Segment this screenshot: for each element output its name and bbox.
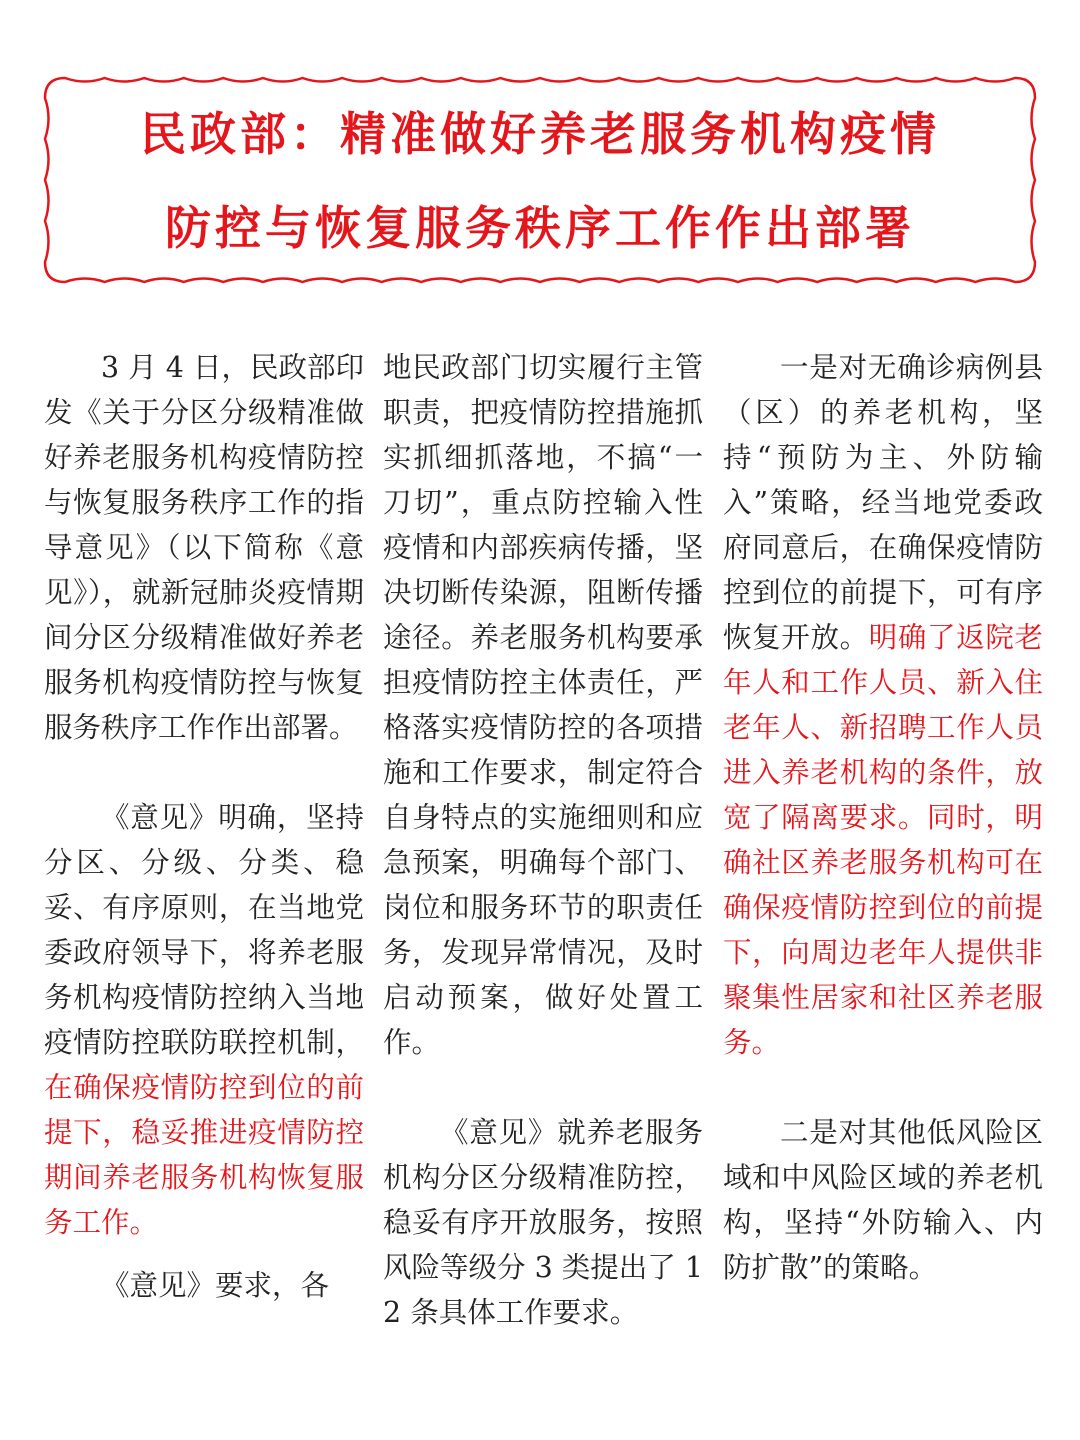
- column-1: [44, 345, 364, 1308]
- paragraph-text: 一是对无确诊病例县（区）的养老机构，坚持“预防为主、外防输入”策略，经当地党委政府同意后，在确保疫情防控到位的前提下，可有序恢复开放。: [723, 351, 1043, 654]
- title-frame: [0, 0, 1080, 310]
- title-line-2: 防控与恢复服务秩序工作作出部署: [165, 201, 915, 255]
- title-line-1: 民政部：精准做好养老服务机构疫情: [140, 107, 940, 161]
- paragraph-opinion-requirements: 《意见》要求，各: [101, 1269, 330, 1302]
- highlighted-text: 明确了返院老年人和工作人员、新入住老年人、新招聘工作人员进入养老机构的条件，放宽了隔离要求。同时，明确社区养老服务机构可在确保疫情防控到位的前提下，向周边老年人提供非聚集性居家和社区养老服务。: [723, 621, 1043, 1059]
- column-3: [723, 345, 1043, 1290]
- highlighted-text: 在确保疫情防控到位的前提下，稳妥推进疫情防控期间养老服务机构恢复服务工作。: [44, 1071, 364, 1239]
- paragraph-intro: 3 月 4 日，民政部印发《关于分区分级精准做好养老服务机构疫情防控与恢复服务秩序工作的指导意见》（以下简称《意见》），就新冠肺炎疫情期间分区分级精准做好养老服务机构疫情防控与恢复服务秩序工作作出部署。: [44, 351, 364, 744]
- paragraph-twelve-requirements: 《意见》就养老服务机构分区分级精准防控，稳妥有序开放服务，按照风险等级分 3 类提出了 12 条具体工作要求。: [383, 1116, 703, 1329]
- paragraph-low-medium-risk: 二是对其他低风险区域和中风险区域的养老机构，坚持“外防输入、内防扩散”的策略。: [723, 1116, 1043, 1284]
- paragraph-text: 《意见》明确，坚持分区、分级、分类、稳妥、有序原则，在当地党委政府领导下，将养老服务机构疫情防控纳入当地疫情防控联防联控机制，: [44, 801, 364, 1059]
- column-2: [383, 345, 703, 1335]
- paragraph-opinion-principles: [44, 795, 364, 1245]
- paragraph-no-case-counties: [723, 345, 1043, 1065]
- paragraph-continued: 地民政部门切实履行主管职责，把疫情防控措施抓实抓细抓落地，不搞“一刀切”，重点防控输入性疫情和内部疾病传播，坚决切断传染源，阻断传播途径。养老服务机构要承担疫情防控主体责任，严格落实疫情防控的各项措施和工作要求，制定符合自身特点的实施细则和应急预案，明确每个部门、岗位和服务环节的职责任务，发现异常情况，及时启动预案，做好处置工作。: [383, 351, 703, 1059]
